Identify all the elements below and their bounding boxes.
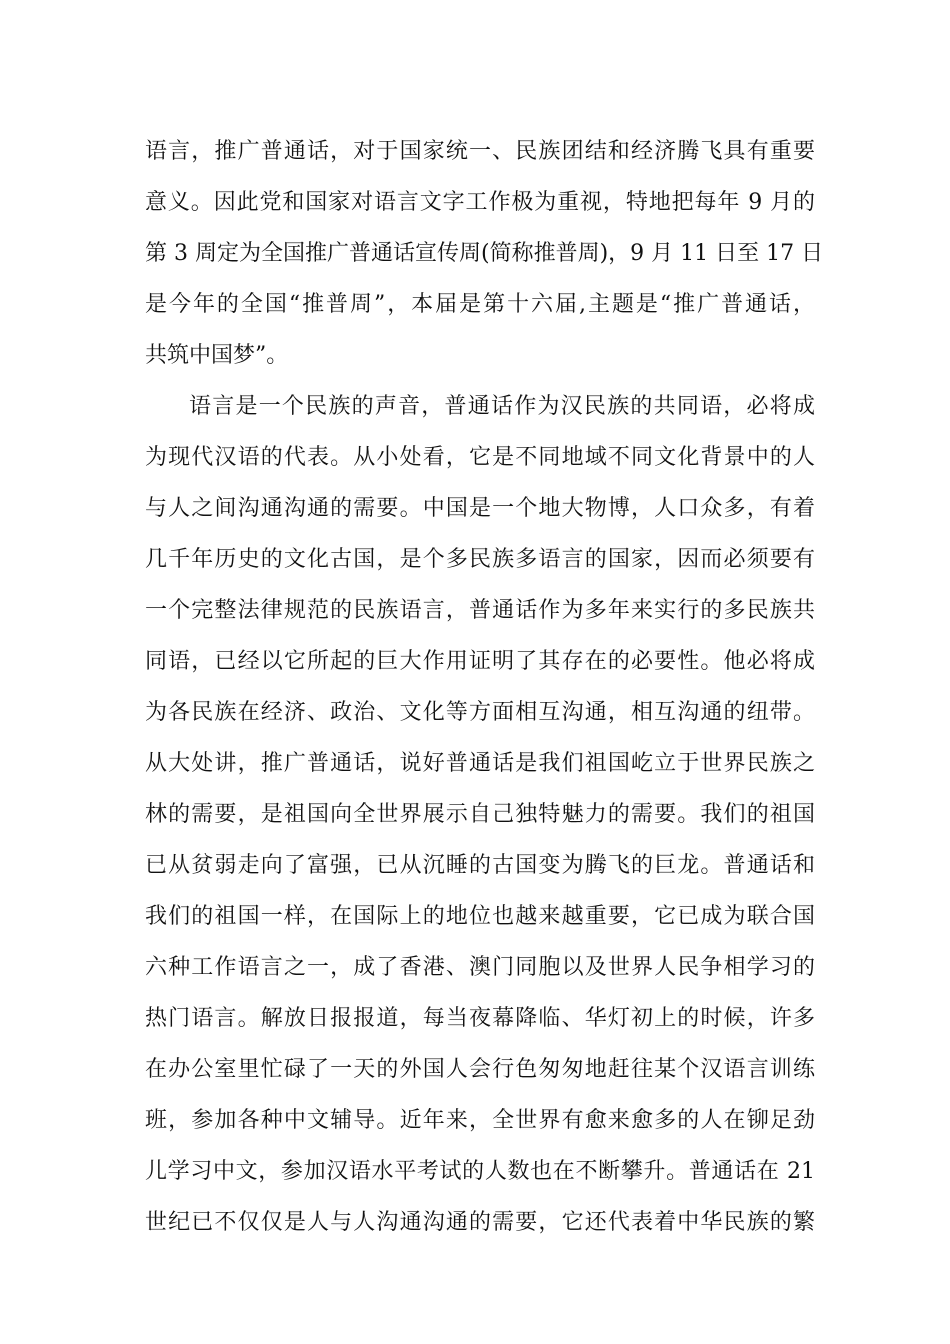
text-line: 班，参加各种中文辅导。近年来，全世界有愈来愈多的人在铆足劲 [145,1108,815,1133]
text-line: 一个完整法律规范的民族语言，普通话作为多年来实行的多民族共 [145,598,815,623]
paragraph-1 [145,126,824,381]
text-line: 语言是一个民族的声音，普通话作为汉民族的共同语，必将成 [189,394,815,419]
text-line: 意义。因此党和国家对语言文字工作极为重视，特地把每年 9 月的 [145,190,815,215]
paragraph-2 [145,381,815,1248]
text-line: 同语，已经以它所起的巨大作用证明了其存在的必要性。他必将成 [145,649,815,674]
text-line: 第 3 周定为全国推广普通话宣传周(简称推普周)，9 月 11 日至 17 日 [145,241,824,266]
text-line: 是今年的全国“推普周”，本届是第十六届,主题是“推广普通话， [145,292,815,317]
text-line: 林的需要，是祖国向全世界展示自己独特魅力的需要。我们的祖国 [145,802,815,827]
text-line: 为各民族在经济、政治、文化等方面相互沟通，相互沟通的纽带。 [145,700,815,725]
body-text [145,126,824,1248]
text-line: 我们的祖国一样，在国际上的地位也越来越重要，它已成为联合国 [145,904,815,929]
text-line: 在办公室里忙碌了一天的外国人会行色匆匆地赶往某个汉语言训练 [145,1057,815,1082]
text-line: 从大处讲，推广普通话，说好普通话是我们祖国屹立于世界民族之 [145,751,815,776]
text-line: 世纪已不仅仅是人与人沟通沟通的需要，它还代表着中华民族的繁 [145,1210,815,1235]
text-line: 儿学习中文，参加汉语水平考试的人数也在不断攀升。普通话在 21 [145,1159,815,1184]
text-line: 语言，推广普通话，对于国家统一、民族团结和经济腾飞具有重要 [145,139,815,164]
text-line: 已从贫弱走向了富强，已从沉睡的古国变为腾飞的巨龙。普通话和 [145,853,815,878]
text-line: 热门语言。解放日报报道，每当夜幕降临、华灯初上的时候，许多 [145,1006,815,1031]
text-line: 共筑中国梦”。 [145,343,289,368]
text-line: 为现代汉语的代表。从小处看，它是不同地域不同文化背景中的人 [145,445,815,470]
text-line: 与人之间沟通沟通的需要。中国是一个地大物博，人口众多，有着 [145,496,815,521]
text-line: 几千年历史的文化古国，是个多民族多语言的国家，因而必须要有 [145,547,815,572]
text-line: 六种工作语言之一，成了香港、澳门同胞以及世界人民争相学习的 [145,955,815,980]
